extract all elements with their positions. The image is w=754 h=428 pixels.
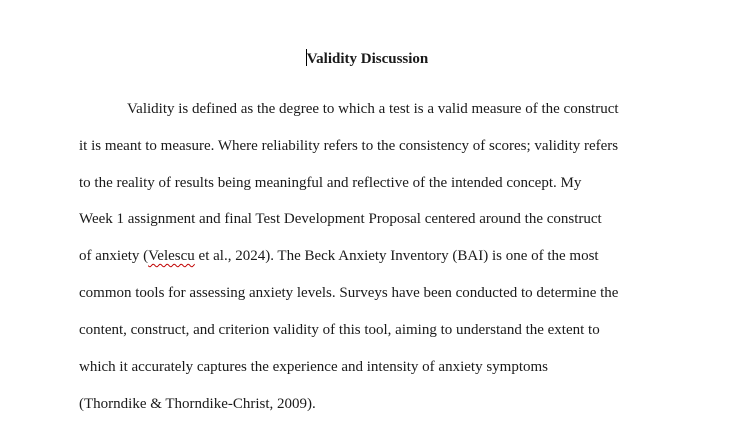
paragraph-line-2: it is meant to measure. Where reliability refers to the consistency of scores; validity refers	[79, 138, 619, 154]
paragraph-line-5	[79, 246, 599, 266]
title-text: Validity Discussion	[306, 51, 429, 67]
paragraph-line-3: to the reality of results being meaningful and reflective of the intended concept. My	[79, 175, 582, 191]
paragraph-line-1: Validity is defined as the degree to which a test is a valid measure of the construct	[127, 101, 619, 117]
paragraph-line-4: Week 1 assignment and final Test Development Proposal centered around the construct	[79, 211, 602, 227]
paragraph-line-7: content, construct, and criterion validity of this tool, aiming to understand the extent to	[79, 322, 600, 338]
spellcheck-flagged-word[interactable]: Velescu	[148, 248, 195, 264]
paragraph-line-9: (Thorndike & Thorndike-Christ, 2009).	[79, 396, 316, 412]
line-5-before: of anxiety (	[79, 248, 149, 264]
paragraph-line-8: which it accurately captures the experience and intensity of anxiety symptoms	[79, 359, 549, 375]
page-title	[0, 49, 734, 69]
line-5-after: et al., 2024). The Beck Anxiety Inventory (BAI) is one of the most	[194, 248, 599, 264]
paragraph-line-6: common tools for assessing anxiety levels. Surveys have been conducted to determine the	[79, 285, 619, 301]
